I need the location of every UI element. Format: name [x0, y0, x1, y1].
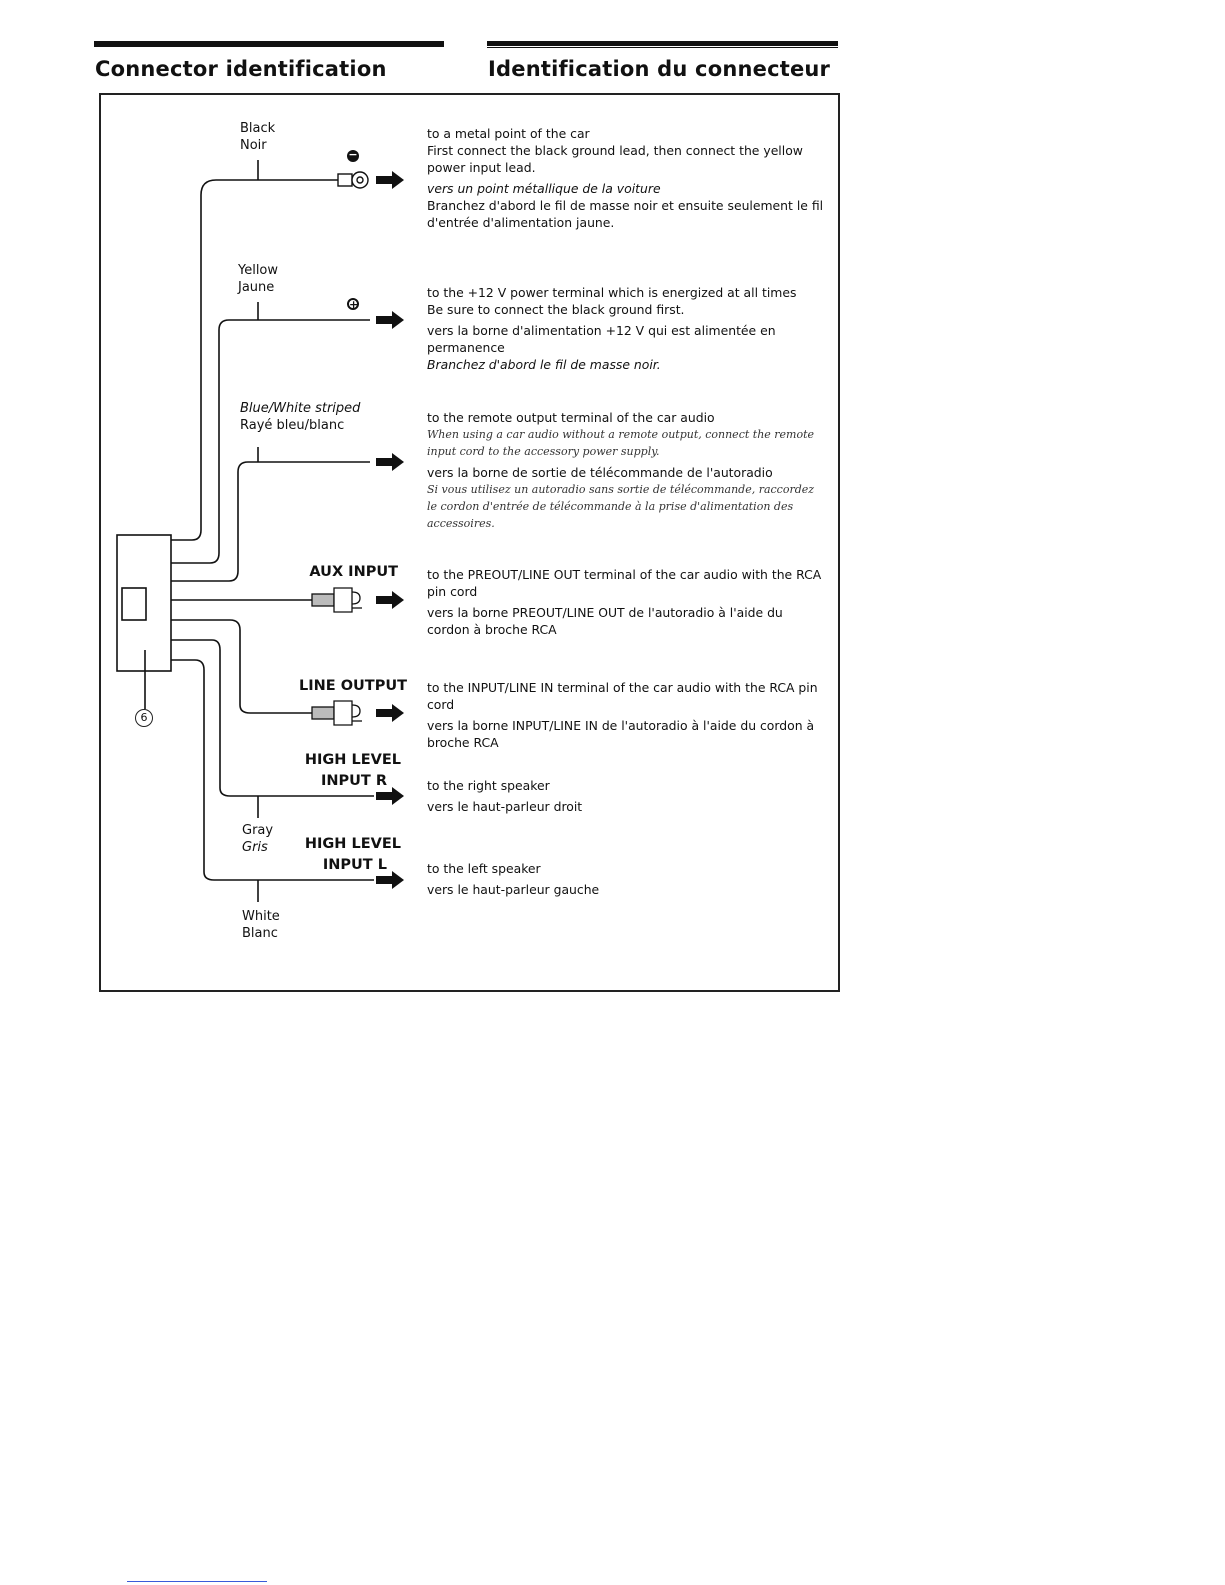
port-label-high-r: HIGH LEVEL INPUT R — [304, 752, 401, 789]
wire-label-white: White Blanc — [242, 909, 280, 941]
arrow-yellow-icon — [376, 311, 404, 329]
desc-line-out: to the INPUT/LINE IN terminal of the car audio with the RCA pin cord vers la borne INPUT/LINE IN de l'autoradio à l'aide du cordon à broche RCA — [427, 680, 818, 750]
arrow-line-out-icon — [376, 704, 404, 722]
desc-aux: to the PREOUT/LINE OUT terminal of the car audio with the RCA pin cord vers la borne PREOUT/LINE OUT de l'autoradio à l'aide du cordon à broche RCA — [427, 567, 822, 637]
black-wire — [171, 180, 338, 540]
page-title-en: Connector identification — [95, 57, 387, 81]
wire-label-yellow: Yellow Jaune — [238, 263, 279, 295]
minus-icon: − — [348, 148, 358, 161]
desc-blue: to the remote output terminal of the car audio When using a car audio without a remote output, connect the remote input cord to the accessory power supply. vers la borne de sortie de télécommande de l'autoradio Si vous utilisez un autoradio sans sortie de télécommande, raccordez le cordon d'entrée de télécommande à la prise d'alimentation des accessoires. — [427, 410, 815, 530]
arrow-blue-icon — [376, 453, 404, 471]
port-label-high-l: HIGH LEVEL INPUT L — [304, 836, 401, 873]
port-label-line-out: LINE OUTPUT — [298, 678, 407, 694]
arrow-black-icon — [376, 171, 404, 189]
ring-terminal-icon — [338, 172, 368, 188]
desc-yellow: to the +12 V power terminal which is energized at all times Be sure to connect the black ground first. vers la borne d'alimentation +12 V qui est alimentée en permanence Branchez d'abord le fil de masse noir. — [427, 285, 797, 372]
wire-label-black: Black Noir — [240, 121, 276, 153]
arrow-aux-icon — [376, 591, 404, 609]
plus-icon: + — [349, 298, 359, 311]
line-output-wire — [171, 620, 312, 713]
port-label-aux: AUX INPUT — [309, 564, 398, 580]
rca-plug-line-out-icon — [312, 701, 362, 725]
callout-number: 6 — [135, 709, 153, 727]
bottom-edge-line — [127, 1581, 267, 1582]
rca-plug-aux-icon — [312, 588, 362, 612]
wire-label-gray: Gray Gris — [242, 823, 274, 855]
wire-label-blue: Blue/White striped Rayé bleu/blanc — [240, 401, 361, 433]
desc-black: to a metal point of the car First connect the black ground lead, then connect the yellow power input lead. vers un point métallique de la voiture Branchez d'abord le fil de masse noir et ensuite seulement le fil d'entrée d'alimentation jaune. — [427, 126, 824, 230]
desc-high-l: to the left speaker vers le haut-parleur gauche — [427, 861, 600, 897]
desc-high-r: to the right speaker vers le haut-parleur droit — [427, 778, 583, 814]
page-title-fr: Identification du connecteur — [488, 57, 831, 81]
connector-window — [122, 588, 146, 620]
